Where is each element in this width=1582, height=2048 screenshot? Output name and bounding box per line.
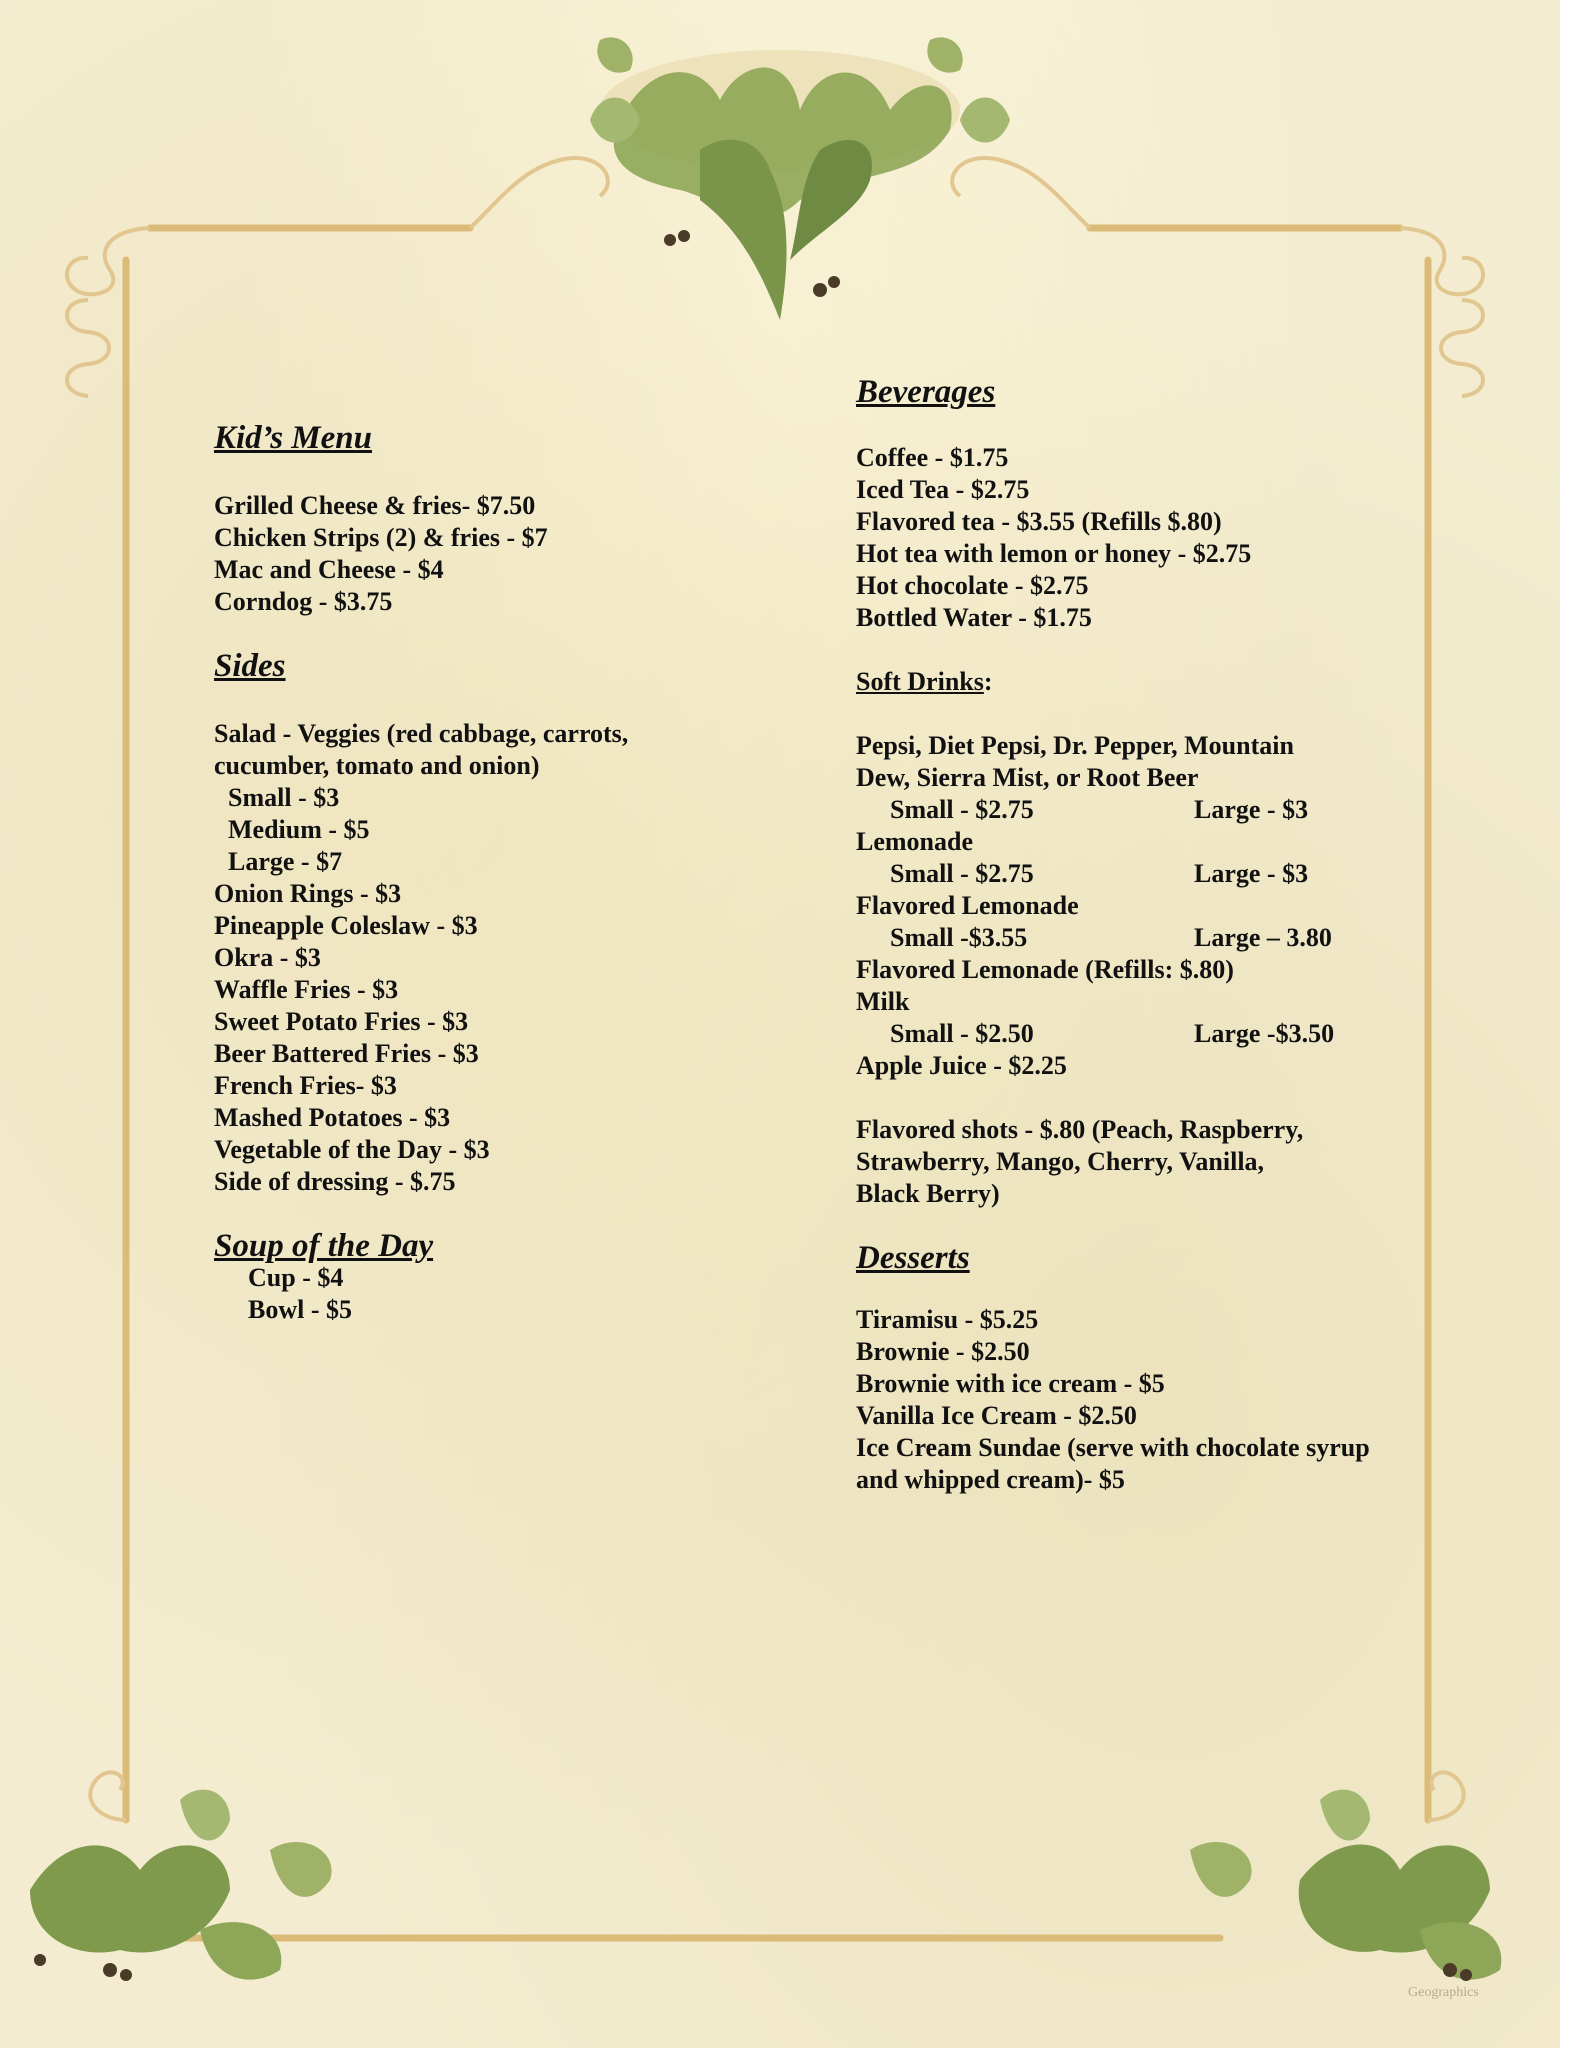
ivy-top-icon	[590, 37, 1010, 320]
menu-item: Strawberry, Mango, Cherry, Vanilla,	[856, 1147, 1265, 1176]
menu-item: Milk	[856, 987, 910, 1016]
menu-item: Tiramisu - $5.25	[856, 1305, 1039, 1334]
menu-item: Coffee - $1.75	[856, 443, 1009, 472]
size-price-row: Small - $2.75 Large - $3	[890, 859, 1309, 888]
menu-item: Hot chocolate - $2.75	[856, 571, 1089, 600]
menu-item: Salad - Veggies (red cabbage, carrots,	[214, 719, 629, 748]
ivy-bottom-left-icon	[30, 1790, 332, 1981]
menu-item: Beer Battered Fries - $3	[214, 1039, 479, 1068]
menu-item: Dew, Sierra Mist, or Root Beer	[856, 763, 1199, 792]
menu-item: Vanilla Ice Cream - $2.50	[856, 1401, 1137, 1430]
menu-item: and whipped cream)- $5	[856, 1465, 1125, 1494]
menu-item: Vegetable of the Day - $3	[214, 1135, 490, 1164]
menu-item-size: Large - $7	[228, 847, 343, 876]
menu-item-size: Medium - $5	[228, 815, 370, 844]
menu-item: Mac and Cheese - $4	[214, 555, 444, 584]
menu-item: Mashed Potatoes - $3	[214, 1103, 451, 1132]
menu-item: Okra - $3	[214, 943, 321, 972]
ivy-bottom-right-icon	[1190, 1790, 1501, 1981]
menu-item: Apple Juice - $2.25	[856, 1051, 1067, 1080]
menu-item: Grilled Cheese & fries- $7.50	[214, 491, 536, 520]
menu-item: Flavored Lemonade (Refills: $.80)	[856, 955, 1234, 984]
menu-item: Black Berry)	[856, 1179, 1000, 1208]
right-menu-column	[856, 372, 1456, 1496]
menu-item: Flavored shots - $.80 (Peach, Raspberry,	[856, 1115, 1304, 1144]
menu-item: Flavored Lemonade	[856, 891, 1079, 920]
credit-mark: Geographics	[1408, 1985, 1479, 2000]
sides-heading: Sides	[214, 648, 286, 684]
menu-item-size: Small - $3	[228, 783, 340, 812]
menu-item: Cup - $4	[248, 1263, 344, 1292]
menu-item: Chicken Strips (2) & fries - $7	[214, 523, 548, 552]
menu-item: Sweet Potato Fries - $3	[214, 1007, 469, 1036]
kids-menu-heading: Kid’s Menu	[214, 420, 373, 456]
beverages-heading: Beverages	[856, 374, 996, 410]
menu-item: Side of dressing - $.75	[214, 1167, 456, 1196]
soft-drinks-heading: Soft Drinks:	[856, 667, 993, 696]
menu-item: Pepsi, Diet Pepsi, Dr. Pepper, Mountain	[856, 731, 1294, 760]
menu-item: Hot tea with lemon or honey - $2.75	[856, 539, 1252, 568]
size-price-row: Small - $2.75 Large - $3	[890, 795, 1309, 824]
size-price-row: Small -$3.55 Large – 3.80	[890, 923, 1332, 952]
left-menu-column	[214, 418, 734, 1326]
menu-item: Brownie - $2.50	[856, 1337, 1030, 1366]
menu-item: Waffle Fries - $3	[214, 975, 399, 1004]
menu-item: Brownie with ice cream - $5	[856, 1369, 1165, 1398]
menu-item: Flavored tea - $3.55 (Refills $.80)	[856, 507, 1222, 536]
menu-item: cucumber, tomato and onion)	[214, 751, 540, 780]
menu-item: Corndog - $3.75	[214, 587, 393, 616]
size-price-row: Small - $2.50 Large -$3.50	[890, 1019, 1335, 1048]
menu-item: Lemonade	[856, 827, 973, 856]
menu-item: Bottled Water - $1.75	[856, 603, 1092, 632]
soup-heading: Soup of the Day	[214, 1228, 434, 1264]
menu-item: Onion Rings - $3	[214, 879, 402, 908]
menu-item: Ice Cream Sundae (serve with chocolate syrup	[856, 1433, 1370, 1462]
menu-item: Iced Tea - $2.75	[856, 475, 1030, 504]
menu-item: Pineapple Coleslaw - $3	[214, 911, 478, 940]
menu-item: French Fries- $3	[214, 1071, 397, 1100]
menu-item: Bowl - $5	[248, 1295, 352, 1324]
desserts-heading: Desserts	[856, 1240, 970, 1276]
